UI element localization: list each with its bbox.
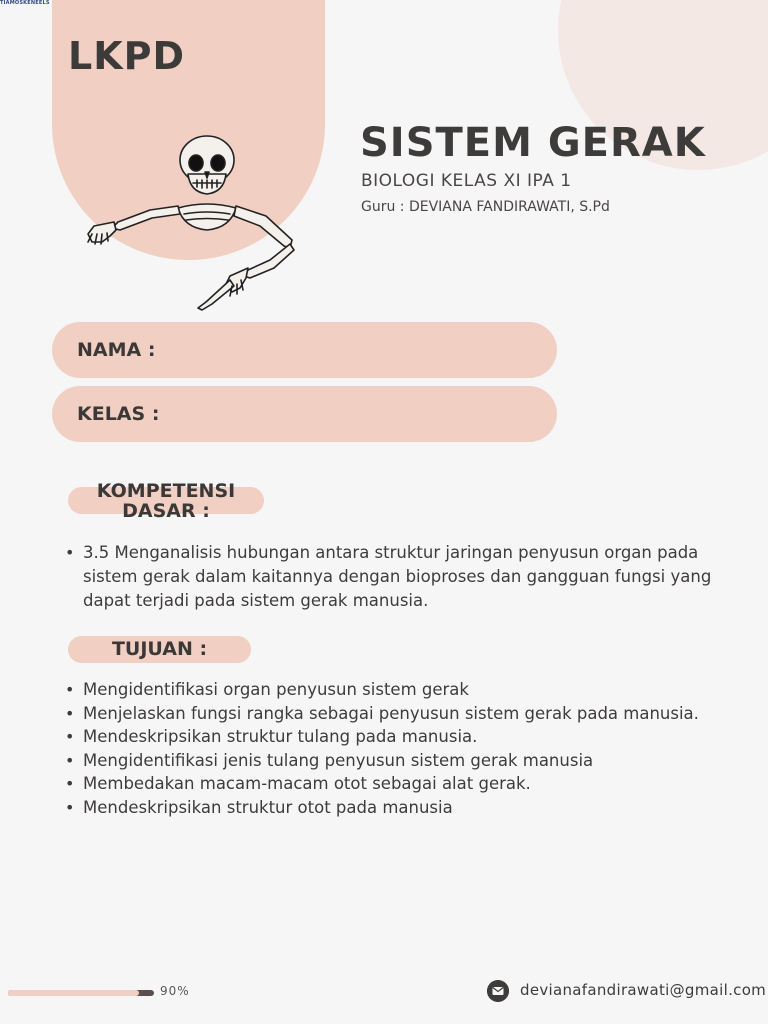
kelas-field[interactable] (52, 386, 557, 442)
kompetensi-list (63, 541, 723, 613)
email-link[interactable]: devianafandirawati@gmail.com (520, 981, 767, 999)
list-item: • Mengidentifikasi jenis tulang penyusun sistem gerak manusia (63, 749, 753, 773)
list-item: • Mendeskripsikan struktur tulang pada manusia. (63, 725, 753, 749)
list-item: • Mendeskripsikan struktur otot pada manusia (63, 796, 753, 820)
list-item: • Mengidentifikasi organ penyusun sistem gerak (63, 678, 753, 702)
skeleton-illustration (80, 130, 310, 315)
tujuan-list (63, 678, 753, 819)
kompetensi-heading-line1: KOMPETENSI (96, 480, 236, 502)
list-item: • Menjelaskan fungsi rangka sebagai penyusun sistem gerak pada manusia. (63, 702, 753, 726)
progress-bar-fill (8, 990, 139, 996)
list-item: • 3.5 Menganalisis hubungan antara struktur jaringan penyusun organ pada sistem gerak dalam kaitannya dengan bioproses dan gangguan fungsi yang dapat terjadi pada sistem gerak manusia. (63, 541, 723, 613)
lkpd-label: LKPD (68, 34, 186, 78)
page-title: SISTEM GERAK (360, 120, 706, 166)
nama-field[interactable] (52, 322, 557, 378)
tujuan-heading: TUJUAN : (111, 638, 208, 660)
list-item: • Membedakan macam-macam otot sebagai alat gerak. (63, 772, 753, 796)
subtitle: BIOLOGI KELAS XI IPA 1 (361, 171, 572, 191)
kompetensi-heading-line2: DASAR : (122, 500, 210, 522)
watermark: TIAMOSKENEELS (0, 0, 50, 6)
mail-icon (487, 980, 509, 1002)
progress-label: 90% (160, 984, 190, 998)
nama-label: NAMA : (77, 339, 156, 361)
teacher-name: Guru : DEVIANA FANDIRAWATI, S.Pd (361, 199, 610, 215)
kompetensi-heading (68, 481, 264, 521)
kelas-label: KELAS : (77, 403, 160, 425)
